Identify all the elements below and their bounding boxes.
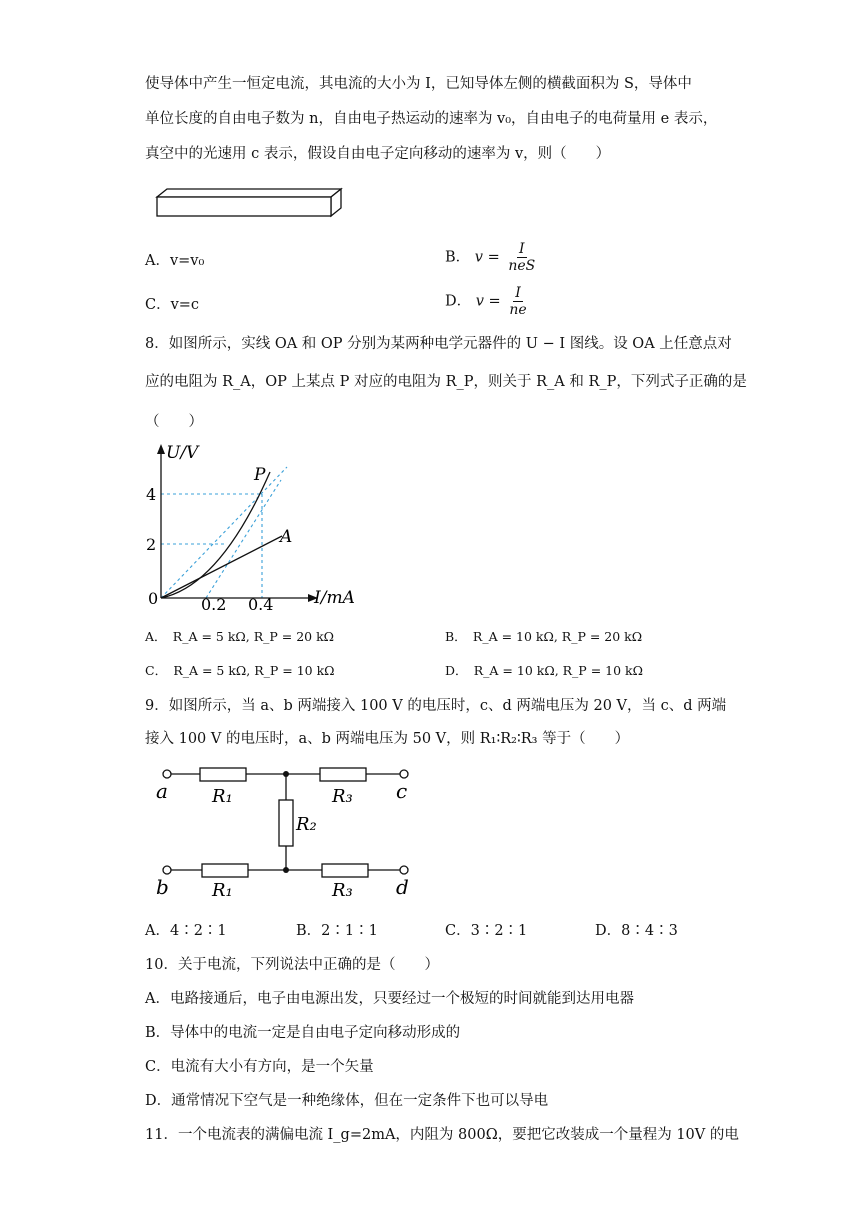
q7-line1: 使导体中产生一恒定电流，其电流的大小为 I，已知导体左侧的横截面积为 S，导体中 bbox=[145, 76, 692, 92]
q7-option-a[interactable]: A．v=v₀ bbox=[145, 253, 205, 269]
terminal-a: a bbox=[156, 779, 168, 803]
q7-option-d-fraction: $\frac{I}{ne}$ bbox=[509, 285, 527, 318]
q10-option-d[interactable]: D．通常情况下空气是一种绝缘体，但在一定条件下也可以导电 bbox=[145, 1093, 549, 1109]
graph-xtick-0-4: 0.4 bbox=[248, 595, 274, 614]
q9-option-d[interactable]: D．8∶4∶3 bbox=[595, 923, 678, 939]
terminal-d: d bbox=[396, 875, 409, 899]
terminal-b: b bbox=[156, 875, 169, 899]
circuit-diagram bbox=[150, 760, 420, 900]
q8-option-d[interactable]: D． R_A = 10 kΩ, R_P = 10 kΩ bbox=[445, 663, 643, 678]
q8-option-b[interactable]: B． R_A = 10 kΩ, R_P = 20 kΩ bbox=[445, 629, 643, 644]
q9-line1: 9．如图所示，当 a、b 两端接入 100 V 的电压时，c、d 两端电压为 20 V，当 c、d 两端 bbox=[145, 698, 727, 714]
curve-op bbox=[161, 472, 270, 598]
q7-option-c[interactable]: C．v=c bbox=[145, 297, 200, 313]
q8-line3: （ ） bbox=[145, 414, 203, 430]
graph-xlabel: I/mA bbox=[314, 588, 355, 608]
q10-option-a[interactable]: A．电路接通后，电子由电源出发，只要经过一个极短的时间就能到达用电器 bbox=[145, 991, 634, 1007]
q9-line2: 接入 100 V 的电压时，a、b 两端电压为 50 V，则 R₁∶R₂∶R₃ 等于（ ） bbox=[145, 731, 630, 747]
q8-line2: 应的电阻为 R_A，OP 上某点 P 对应的电阻为 R_P，则关于 R_A 和 R_P，下列式子正确的是 bbox=[145, 374, 747, 390]
q7-option-d[interactable]: D． v = $\frac{I}{ne}$ bbox=[445, 285, 527, 318]
label-r3-bottom: R₃ bbox=[332, 880, 353, 900]
graph-label-a: A bbox=[280, 527, 293, 547]
q7-option-b-fraction: $\frac{I}{\text{neS}}$ bbox=[508, 241, 536, 274]
label-r2: R₂ bbox=[296, 814, 317, 835]
q10-option-b[interactable]: B．导体中的电流一定是自由电子定向移动形成的 bbox=[145, 1025, 461, 1041]
ui-graph bbox=[140, 436, 370, 616]
label-r3-top: R₃ bbox=[332, 786, 353, 807]
q7-line2: 单位长度的自由电子数为 n，自由电子热运动的速率为 v₀，自由电子的电荷量用 e 表示， bbox=[145, 111, 718, 127]
graph-ytick-4: 4 bbox=[146, 485, 157, 504]
graph-label-p: P bbox=[254, 465, 266, 485]
label-r1-bottom: R₁ bbox=[212, 880, 233, 900]
q10-stem: 10．关于电流，下列说法中正确的是（ ） bbox=[145, 957, 439, 973]
q11-stem: 11．一个电流表的满偏电流 I_g=2mA，内阻为 800Ω，要把它改装成一个量程为 10V 的电 bbox=[145, 1127, 739, 1143]
graph-ylabel: U/V bbox=[166, 443, 199, 463]
q7-option-b[interactable]: B． v = $\frac{I}{\text{neS}}$ bbox=[445, 241, 536, 274]
q8-line1: 8．如图所示，实线 OA 和 OP 分别为某两种电学元器件的 U − I 图线。设 OA 上任意点对 bbox=[145, 336, 732, 352]
graph-ytick-2: 2 bbox=[146, 535, 157, 554]
q10-option-c[interactable]: C．电流有大小有方向，是一个矢量 bbox=[145, 1059, 374, 1075]
line-oa bbox=[161, 536, 282, 598]
q8-option-a[interactable]: A． R_A = 5 kΩ, R_P = 20 kΩ bbox=[145, 629, 335, 644]
q9-option-a[interactable]: A．4∶2∶1 bbox=[145, 923, 227, 939]
conductor-bar-figure bbox=[150, 186, 350, 220]
graph-origin: 0 bbox=[148, 589, 159, 608]
label-r1-top: R₁ bbox=[212, 786, 233, 807]
terminal-c: c bbox=[396, 779, 408, 803]
graph-xtick-0-2: 0.2 bbox=[201, 595, 227, 614]
q9-option-c[interactable]: C．3∶2∶1 bbox=[445, 923, 528, 939]
q7-line3: 真空中的光速用 c 表示，假设自由电子定向移动的速率为 v，则（ ） bbox=[145, 146, 611, 162]
q9-option-b[interactable]: B．2∶1∶1 bbox=[296, 923, 378, 939]
q8-option-c[interactable]: C． R_A = 5 kΩ, R_P = 10 kΩ bbox=[145, 663, 335, 678]
